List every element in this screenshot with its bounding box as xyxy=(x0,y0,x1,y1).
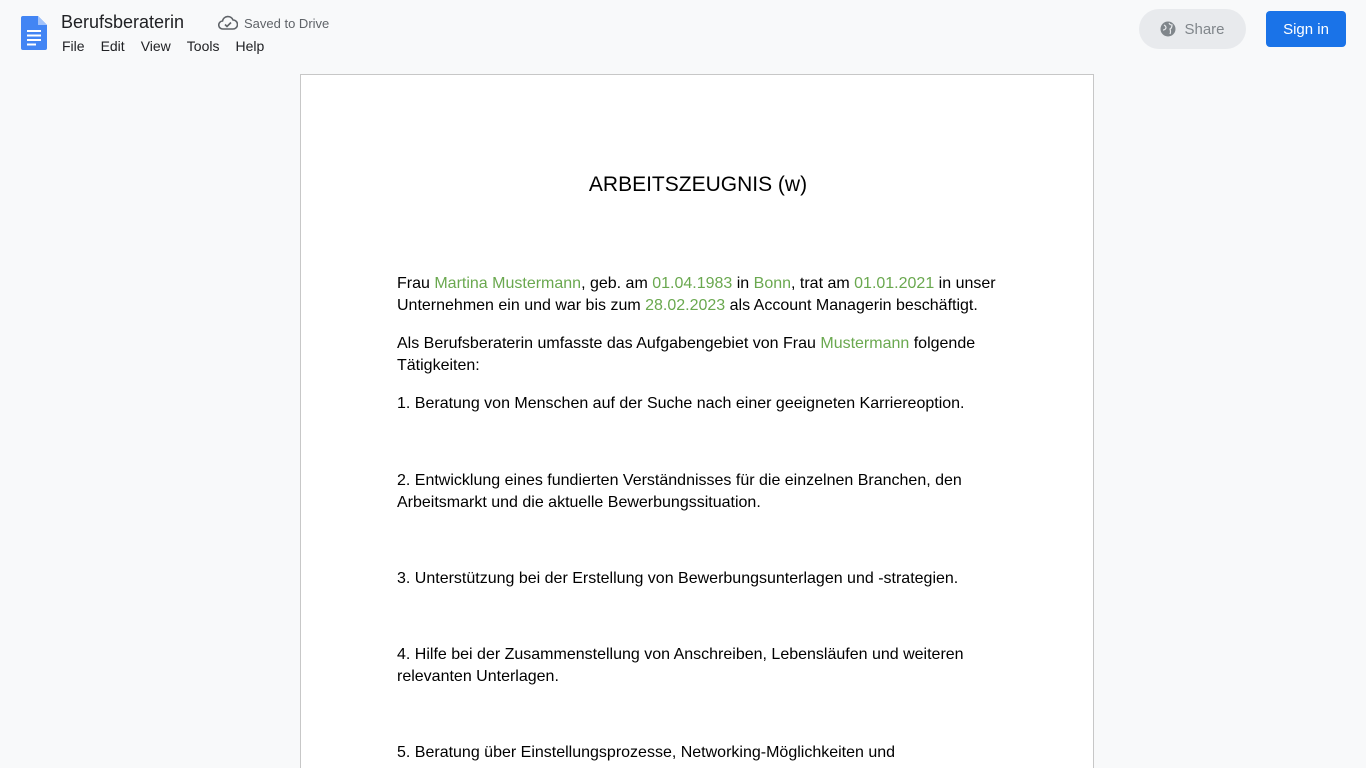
document-canvas[interactable] xyxy=(0,64,1366,768)
task-item: 5. Beratung über Einstellungsprozesse, Networking-Möglichkeiten und xyxy=(397,744,896,761)
menu-file[interactable]: File xyxy=(62,38,85,54)
text-run: , geb. am xyxy=(581,275,653,292)
google-docs-logo[interactable] xyxy=(21,16,47,50)
text-run: Frau xyxy=(397,275,435,292)
birth-date: 01.04.1983 xyxy=(652,275,733,292)
menu-tools[interactable]: Tools xyxy=(186,38,220,54)
task-item: 3. Unterstützung bei der Erstellung von Bewerbungsunterlagen und -strategien. xyxy=(397,570,959,587)
sign-in-button[interactable]: Sign in xyxy=(1266,11,1346,47)
text-run: in xyxy=(732,275,754,292)
menu-help[interactable]: Help xyxy=(235,38,265,54)
menu-bar xyxy=(54,36,272,56)
text-run: Als Berufsberaterin umfasste das Aufgabengebiet von Frau xyxy=(397,335,821,352)
top-bar xyxy=(0,0,1366,64)
end-date: 28.02.2023 xyxy=(645,297,726,314)
menu-edit[interactable]: Edit xyxy=(100,38,125,54)
document-title[interactable]: Berufsberaterin xyxy=(61,12,185,32)
globe-icon xyxy=(1160,21,1176,37)
birth-city: Bonn xyxy=(753,275,792,292)
save-status-label: Saved to Drive xyxy=(244,15,330,31)
document-page[interactable] xyxy=(300,74,1094,768)
task-item: 1. Beratung von Menschen auf der Suche nach einer geeigneten Karriereoption. xyxy=(397,395,965,412)
employee-surname: Mustermann xyxy=(820,335,910,352)
task-item: 2. Entwicklung eines fundierten Verständnisses für die einzelnen Branchen, den Arbeitsmarkt und die aktuelle Bewerbungssituation. xyxy=(397,472,962,511)
share-button-label: Share xyxy=(1184,20,1225,38)
text-run: , trat am xyxy=(791,275,855,292)
document-heading: ARBEITSZEUGNIS (w) xyxy=(588,173,808,196)
task-item: 4. Hilfe bei der Zusammenstellung von Anschreiben, Lebensläufen und weiteren relevanten Unterlagen. xyxy=(397,646,964,685)
menu-view[interactable]: View xyxy=(140,38,171,54)
intro-paragraph xyxy=(397,273,1007,317)
share-button[interactable] xyxy=(1139,9,1246,49)
text-run: folgende Tätigkeiten: xyxy=(397,335,976,374)
text-run: in unser Unternehmen ein und war bis zum xyxy=(397,275,996,314)
duties-intro-paragraph xyxy=(397,333,1007,377)
text-run: als Account Managerin beschäftigt. xyxy=(725,297,978,314)
start-date: 01.01.2021 xyxy=(854,275,935,292)
cloud-done-icon xyxy=(218,15,238,31)
save-status[interactable] xyxy=(218,14,329,32)
employee-name: Martina Mustermann xyxy=(434,275,582,292)
